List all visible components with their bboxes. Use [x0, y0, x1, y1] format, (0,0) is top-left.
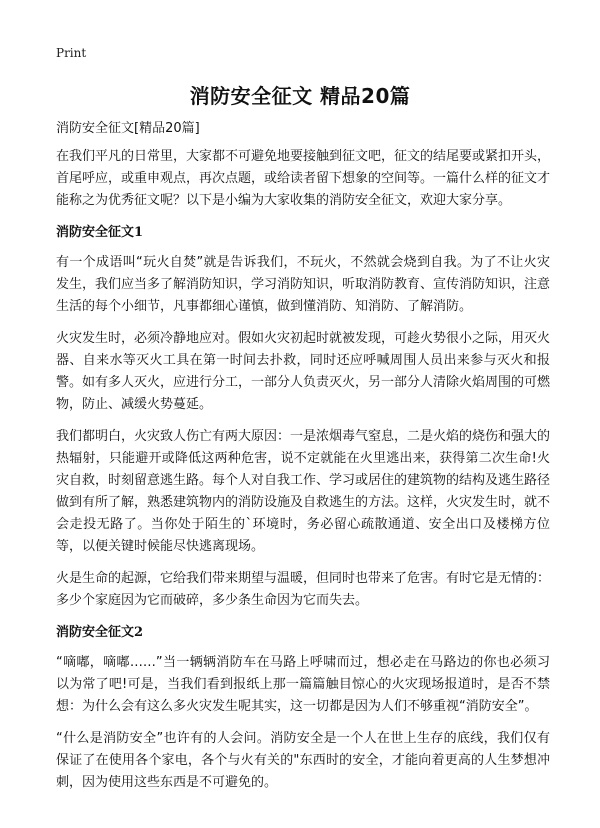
section-1-paragraph-1: 有一个成语叫“玩火自焚”就是告诉我们，不玩火，不然就会烧到自我。为了不让火灾发生，我们应当多了解消防知识，学习消防知识，听取消防教育、宣传消防知识，注意生活的每个小细节，凡事都细心谨慎，做到懂消防、知消防、了解消防。: [56, 255, 551, 314]
intro-paragraph: 在我们平凡的日常里，大家都不可避免地要接触到征文吧，征文的结尾要或紧扣开头，首尾呼应，或重申观点，再次点题，或给读者留下想象的空间等。一篇什么样的征文才能称之为优秀征文呢？以下是小编为大家收集的消防安全征文，欢迎大家分享。: [56, 149, 551, 208]
page-title: 消防安全征文 精品20篇: [189, 84, 411, 108]
document-subtitle: 消防安全征文[精品20篇]: [56, 121, 200, 136]
section-1-paragraph-4: 火是生命的起源，它给我们带来期望与温暖，但同时也带来了危害。有时它是无情的：多少个家庭因为它而破碎，多少条生命因为它而失去。: [56, 571, 551, 608]
section-2-paragraph-1: “嘀嘟，嘀嘟……”当一辆辆消防车在马路上呼啸而过，想必走在马路边的你也必须习以为常了吧!可是，当我们看到报纸上那一篇篇触目惊心的火灾现场报道时，是否不禁想：为什么会有这么多火灾发生呢其实，这一切都是因为人们不够重视“消防安全”。: [56, 655, 550, 714]
section-1-paragraph-2: 火灾发生时，必须冷静地应对。假如火灾初起时就被发现，可趁火势很小之际，用灭火器、自来水等灭火工具在第一时间去扑救，同时还应呼喊周围人员出来参与灭火和报警。如有多人灭火，应进行分工，一部分人负责灭火，另一部分人清除火焰周围的可燃物，防止、减缓火势蔓延。: [56, 331, 551, 412]
document-body: [56, 118, 550, 804]
section-1-paragraph-3: 我们都明白，火灾致人伤亡有两大原因：一是浓烟毒气窒息，二是火焰的烧伤和强大的热辐射，只能避开或降低这两种危害，说不定就能在火里逃出来，获得第二次生命!火灾自救，时刻留意逃生路。每个人对自我工作、学习或居住的建筑物的结构及逃生路径做到有所了解，熟悉建筑物内的消防设施及自救逃生的方法。这样，火灾发生时，就不会走投无路了。当你处于陌生的`环境时，务必留心疏散通道、安全出口及楼梯方位等，以便关键时候能尽快逃离现场。: [56, 429, 551, 554]
section-heading-2: 消防安全征文2: [56, 625, 144, 640]
print-label[interactable]: Print: [56, 46, 87, 60]
section-heading-1: 消防安全征文1: [56, 225, 144, 240]
section-2-paragraph-2: “什么是消防安全”也许有的人会问。消防安全是一个人在世上生存的底线，我们仅有保证了在使用各个家电，各个与火有关的"东西时的安全，才能向着更高的人生梦想冲刺，因为使用这些东西是不可避免的。: [56, 731, 550, 790]
